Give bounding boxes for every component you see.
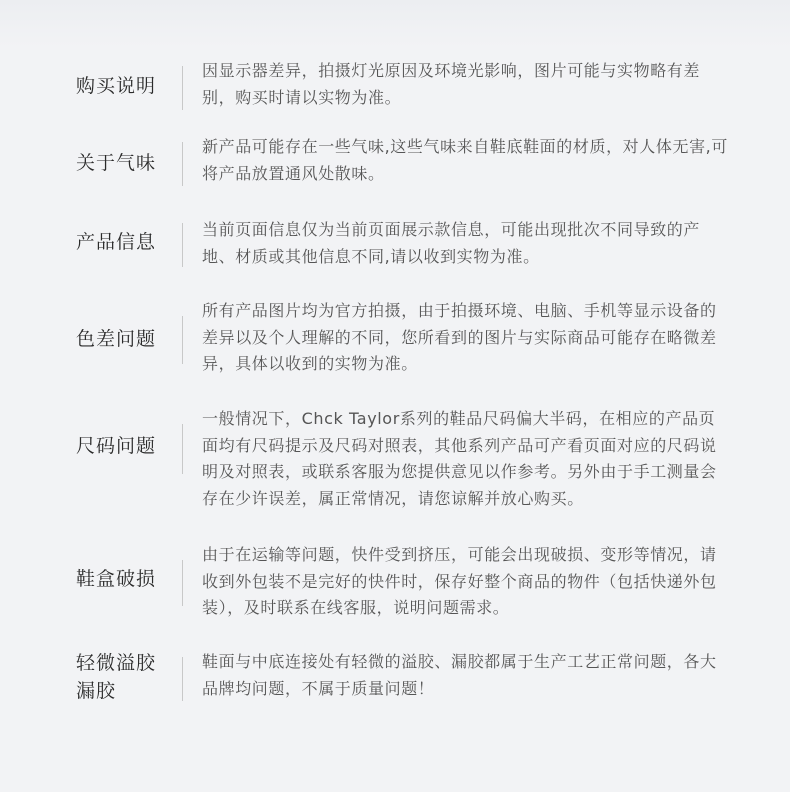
section-divider — [182, 223, 183, 267]
top-background-band — [0, 0, 790, 48]
section-body: 由于在运输等问题，快件受到挤压，可能会出现破损、变形等情况，请收到外包装不是完好的快件时，保存好整个商品的物件（包括快递外包装），及时联系在线客服，说明问题需求。 — [202, 545, 717, 617]
section-divider — [182, 657, 183, 701]
section-title: 轻微溢胶漏胶 — [76, 652, 157, 702]
section-divider — [182, 424, 183, 474]
section-title: 关于气味 — [76, 152, 157, 174]
section-divider — [182, 66, 183, 110]
section-title: 产品信息 — [76, 231, 157, 253]
section-body: 当前页面信息仅为当前页面展示款信息，可能出现批次不同导致的产地、材质或其他信息不同,请以收到实物为准。 — [202, 220, 701, 266]
section-body: 因显示器差异，拍摄灯光原因及环境光影响，图片可能与实物略有差别，购买时请以实物为准。 — [202, 61, 701, 107]
section-divider — [182, 142, 183, 186]
section-divider — [182, 560, 183, 606]
section-body: 所有产品图片均为官方拍摄，由于拍摄环境、电脑、手机等显示设备的差异以及个人理解的不同，您所看到的图片与实际商品可能存在略微差异，具体以收到的实物为准。 — [202, 301, 717, 373]
section-title: 尺码问题 — [76, 435, 157, 457]
section-title: 色差问题 — [76, 328, 157, 350]
section-body: 一般情况下，Chck Taylor系列的鞋品尺码偏大半码，在相应的产品页面均有尺码提示及尺码对照表，其他系列产品可产看页面对应的尺码说明及对照表，或联系客服为您提供意见以作参考。另外由于手工测量会存在少许误差，属正常情况，请您谅解并放心购买。 — [202, 409, 717, 508]
section-title: 鞋盒破损 — [76, 568, 157, 590]
section-title: 购买说明 — [76, 75, 157, 97]
section-body: 新产品可能存在一些气味,这些气味来自鞋底鞋面的材质，对人体无害,可将产品放置通风处散味。 — [202, 137, 728, 183]
section-divider — [182, 316, 183, 364]
section-body: 鞋面与中底连接处有轻微的溢胶、漏胶都属于生产工艺正常问题，各大品牌均问题，不属于质量问题！ — [202, 652, 717, 698]
